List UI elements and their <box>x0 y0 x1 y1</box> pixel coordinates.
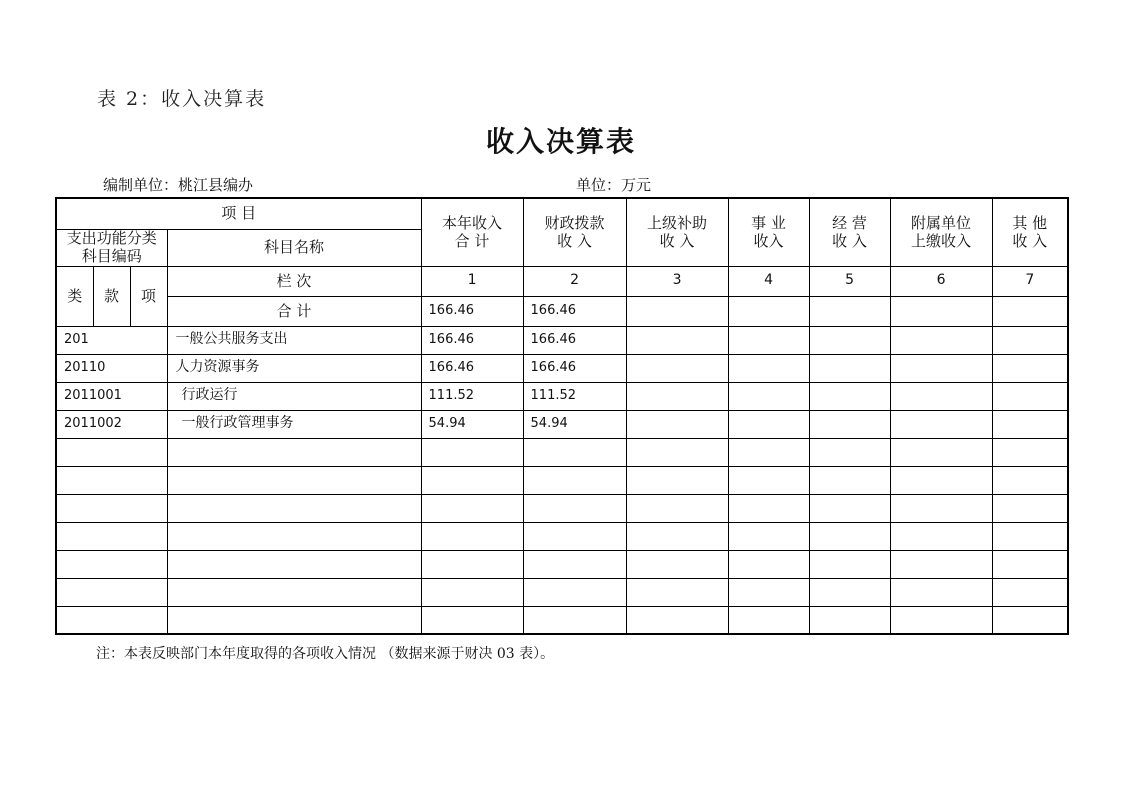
col-index-4: 4 <box>728 266 809 296</box>
col-header-7 <box>992 198 1068 266</box>
col-index-2: 2 <box>523 266 626 296</box>
col-header-4-line2: 收入 <box>753 232 784 251</box>
unit-label: 单位：万元 <box>576 176 652 194</box>
row-col-1: 54.94 <box>421 410 523 438</box>
col-header-5-line2: 收 入 <box>832 232 867 251</box>
kuan-header: 款 <box>93 266 130 326</box>
col-header-4 <box>728 198 809 266</box>
col-index-5: 5 <box>809 266 890 296</box>
col-header-1-line2: 合 计 <box>454 232 490 251</box>
row-code: 20110 <box>56 354 167 382</box>
col-header-2-line2: 收 入 <box>557 232 592 251</box>
col-index-6: 6 <box>890 266 992 296</box>
col-header-3 <box>626 198 728 266</box>
row-col-1: 166.46 <box>421 354 523 382</box>
func-class-header <box>56 229 167 266</box>
col-index-3: 3 <box>626 266 728 296</box>
col-header-6-line2: 上缴收入 <box>911 232 972 251</box>
row-col-2: 166.46 <box>523 354 626 382</box>
func-class-line2: 科目编码 <box>81 246 142 265</box>
income-settlement-table <box>55 197 1069 635</box>
page-title: 收入决算表 <box>485 125 636 158</box>
subject-name-header: 科目名称 <box>167 229 421 266</box>
table-caption: 表 2：收入决算表 <box>97 88 267 110</box>
empty-row <box>56 606 1068 634</box>
func-class-line1: 支出功能分类 <box>66 229 157 248</box>
total-col-3 <box>626 296 728 326</box>
col-header-7-line1: 其 他 <box>1012 213 1048 232</box>
col-header-4-line1: 事 业 <box>751 213 786 232</box>
col-header-5-line1: 经 营 <box>832 213 867 232</box>
total-col-7 <box>992 296 1068 326</box>
col-header-3-line2: 收 入 <box>659 232 695 251</box>
row-code: 2011001 <box>56 382 167 410</box>
table-row <box>56 410 1068 438</box>
table-row <box>56 354 1068 382</box>
row-name: 人力资源事务 <box>167 354 421 382</box>
xiang-header: 项 <box>130 266 167 326</box>
row-code: 2011002 <box>56 410 167 438</box>
total-col-6 <box>890 296 992 326</box>
lei-header: 类 <box>56 266 93 326</box>
row-code: 201 <box>56 326 167 354</box>
total-col-2: 166.46 <box>523 296 626 326</box>
lanci-label: 栏 次 <box>167 266 421 296</box>
empty-row <box>56 466 1068 494</box>
compiling-unit: 编制单位：桃江县编办 <box>103 176 254 194</box>
row-name: 行政运行 <box>167 382 421 410</box>
total-col-1: 166.46 <box>421 296 523 326</box>
col-header-2 <box>523 198 626 266</box>
row-col-1: 111.52 <box>421 382 523 410</box>
total-col-4 <box>728 296 809 326</box>
total-label: 合 计 <box>167 296 421 326</box>
col-header-6 <box>890 198 992 266</box>
row-col-2: 166.46 <box>523 326 626 354</box>
col-header-7-line2: 收 入 <box>1012 232 1048 251</box>
row-col-2: 54.94 <box>523 410 626 438</box>
row-col-1: 166.46 <box>421 326 523 354</box>
project-header: 项 目 <box>56 198 421 229</box>
table-row <box>56 326 1068 354</box>
empty-row <box>56 494 1068 522</box>
row-name: 一般行政管理事务 <box>167 410 421 438</box>
col-index-1: 1 <box>421 266 523 296</box>
row-name: 一般公共服务支出 <box>167 326 421 354</box>
footnote: 注：本表反映部门本年度取得的各项收入情况 （数据来源于财决 03 表）。 <box>96 646 555 662</box>
total-col-5 <box>809 296 890 326</box>
empty-row <box>56 578 1068 606</box>
empty-row <box>56 438 1068 466</box>
col-index-7: 7 <box>992 266 1068 296</box>
empty-row <box>56 550 1068 578</box>
table-row <box>56 382 1068 410</box>
col-header-3-line1: 上级补助 <box>647 213 708 232</box>
col-header-2-line1: 财政拨款 <box>544 213 605 232</box>
row-col-2: 111.52 <box>523 382 626 410</box>
col-header-5 <box>809 198 890 266</box>
col-header-1 <box>421 198 523 266</box>
empty-row <box>56 522 1068 550</box>
col-header-6-line1: 附属单位 <box>911 213 972 232</box>
col-header-1-line1: 本年收入 <box>442 213 503 232</box>
